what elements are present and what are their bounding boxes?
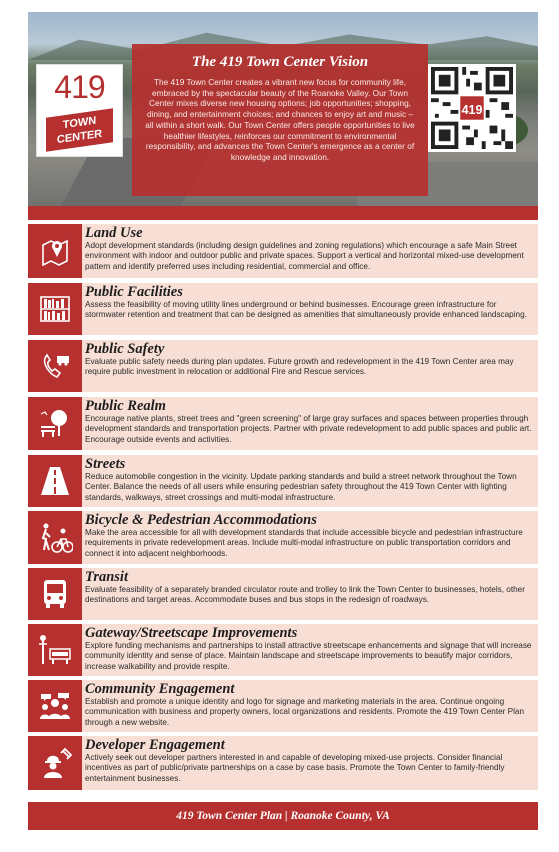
vision-title: The 419 Town Center Vision [191, 54, 369, 70]
pedestrian-bicycle-icon [37, 520, 73, 556]
section-text: Actively seek out developer partners interested in and capable of developing mixed-use projects. Consider financial incentives as part of public/private partnerships on a case by case basis. Promote the Town Center to family-friendly entertainment businesses. [85, 753, 505, 783]
phone-firetruck-icon [37, 348, 73, 384]
construction-worker-icon [37, 745, 73, 781]
section-title: Streets [85, 456, 126, 472]
svg-text:419: 419 [461, 102, 483, 117]
section-public-realm [28, 397, 538, 450]
section-text: Adopt development standards (including design guidelines and zoning regulations) which encourage a safe Main Street environment with indoor and outdoor public and private spaces. Support a vertical and horizontal mixed-use development pattern and identify preferred uses including residential, commercial and office. [85, 241, 524, 271]
road-icon [37, 463, 73, 499]
map-pin-icon [37, 233, 73, 269]
section-transit [28, 568, 538, 620]
section-land-use [28, 224, 538, 278]
section-text: Establish and promote a unique identity and logo for signage and marketing materials in the area. Continue ongoing communication with business and property owners, local organizations and residents. Promote the 419 Town Center Plan through a new website. [85, 697, 525, 727]
town-center-logo [36, 64, 123, 157]
footer-banner: 419 Town Center Plan | Roanoke County, VA [28, 802, 538, 830]
park-bench-tree-icon [37, 406, 73, 442]
section-gateway-streetscape [28, 624, 538, 676]
logo-number: 419 [54, 69, 105, 105]
section-text: Encourage native plants, street trees and "green screening" of large gray surfaces and spaces between properties through development standards and transportation projects. Partner with private redevelopment to add public spaces and public art. Encourage outside events and activities. [85, 414, 532, 444]
vision-text: The 419 Town Center creates a vibrant new focus for community life, embraced by the spectacular beauty of the Roanoke Valley. Our Town Center mixes diverse new housing options; job opportunities; shopping, dining, and entertainment choices; and chances to enjoy art and music – all within a short walk. Our Town Center offers people opportunities to live healthier lifestyles, reinforces our commitment to environmental responsibility, and advances the Town Center's emergence as a center of knowledge and innovation. [145, 77, 415, 162]
qr-code-icon [431, 67, 513, 149]
section-public-safety [28, 340, 538, 392]
section-title: Community Engagement [85, 681, 235, 697]
hero-band [28, 206, 538, 220]
logo-tag [46, 108, 113, 151]
qr-code[interactable] [428, 64, 516, 152]
section-title: Land Use [85, 225, 143, 241]
section-text: Explore funding mechanisms and partnerships to install attractive streetscape enhancements and signage that will increase community identity and sense of place. Maintain landscape and streetscape improvements to beautify major corridors, increase walkability and provide respite. [85, 641, 532, 671]
section-title: Developer Engagement [85, 737, 225, 753]
section-community-engagement [28, 680, 538, 732]
section-title: Public Facilities [85, 284, 183, 300]
section-public-facilities [28, 283, 538, 335]
section-text: Assess the feasibility of moving utility lines underground or behind businesses. Encourage green infrastructure for stormwater retention and treatment that can be designed as amenities that simultaneously provide enhanced landscaping. [85, 300, 527, 320]
section-text: Reduce automobile congestion in the vicinity. Update parking standards and build a street network throughout the Town Center. Balance the needs of all users while ensuring pedestrian safety throughout the 419 Town Center with lighting standards, walkways, street crossings and multi-modal infrastructure. [85, 472, 517, 502]
vision-panel [132, 44, 428, 196]
people-group-icon [37, 688, 73, 724]
logo-line1: TOWN [62, 114, 97, 132]
section-text: Evaluate feasibility of a separately branded circulator route and trolley to link the Town Center to businesses, hotels, other destinations and target areas. Accommodate buses and bus stops in the redesign of roadways. [85, 585, 525, 605]
section-text: Evaluate public safety needs during plan updates. Future growth and redevelopment in the 419 Town Center area may require public investment in relocation or additional Fire and Rescue services. [85, 357, 514, 377]
section-title: Public Realm [85, 398, 166, 414]
section-text: Make the area accessible for all with development standards that include accessible bicycle and pedestrian infrastructure requirements in private redevelopment areas. Include multi-modal infrastructure on public transportation corridors and connect it into adjacent neighborhoods. [85, 528, 523, 558]
section-title: Gateway/Streetscape Improvements [85, 625, 298, 641]
logo-line2: CENTER [56, 127, 103, 147]
section-title: Public Safety [85, 341, 165, 357]
library-books-icon [37, 291, 73, 327]
bus-icon [37, 576, 73, 612]
section-title: Transit [85, 569, 128, 585]
section-bicycle-pedestrian [28, 511, 538, 564]
section-title: Bicycle & Pedestrian Accommodations [85, 512, 317, 528]
section-streets [28, 455, 538, 507]
section-developer-engagement [28, 736, 538, 790]
welcome-sign-lamp-icon [37, 632, 73, 668]
